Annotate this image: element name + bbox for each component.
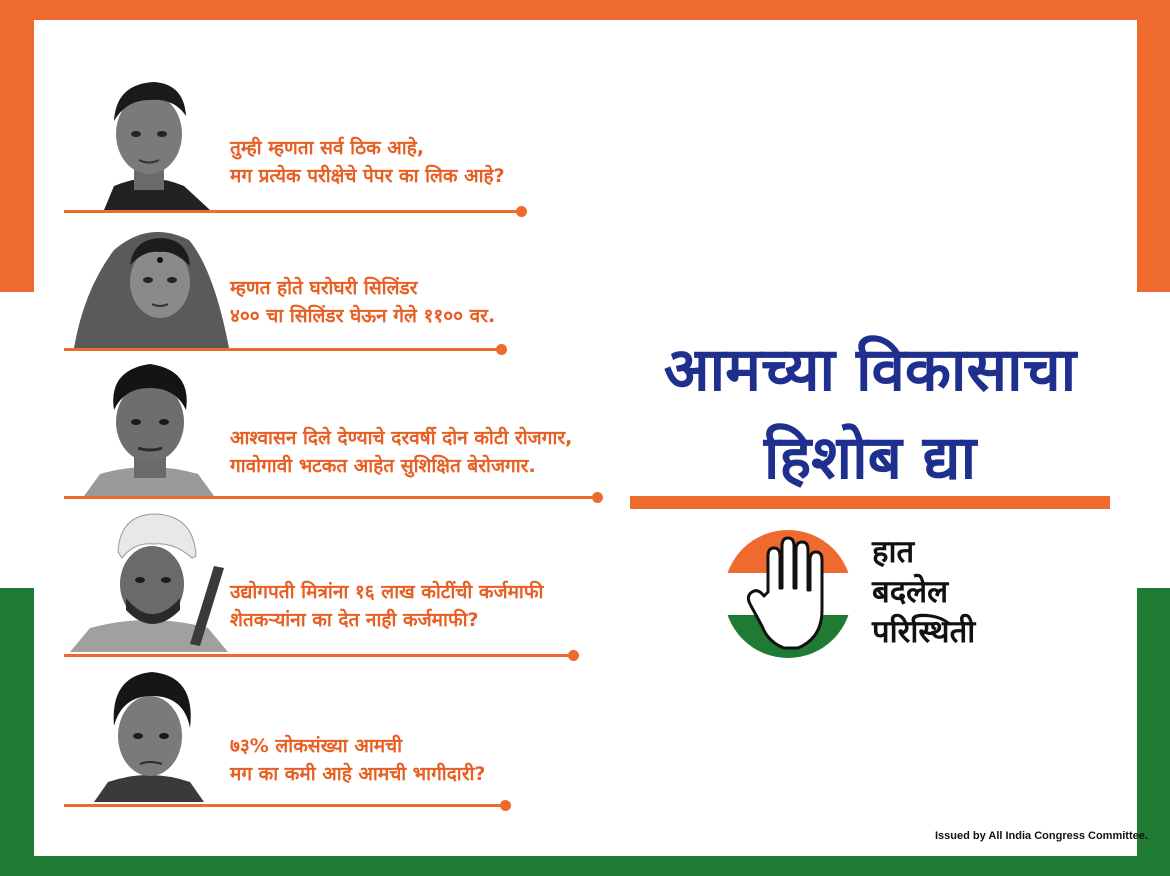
row-quote (230, 274, 495, 330)
headline-underline (630, 496, 1110, 509)
tagline-line-1: हात (872, 534, 915, 570)
tagline-line-2: बदलेल (872, 574, 949, 610)
quote-line-1: म्हणत होते घरोघरी सिलिंडर (230, 277, 418, 299)
list-item (64, 220, 514, 358)
quote-line-2: गावोगावी भटकत आहेत सुशिक्षित बेरोजगार. (230, 455, 536, 477)
list-item (64, 76, 534, 218)
quote-line-2: शेतकऱ्यांना का देत नाही कर्जमाफी? (230, 609, 479, 631)
issued-by-note: Issued by All India Congress Committee. (935, 830, 1148, 842)
row-quote (230, 424, 572, 480)
row-divider (64, 654, 572, 657)
list-item (64, 360, 604, 506)
row-divider (64, 496, 592, 499)
quote-line-1: तुम्ही म्हणता सर्व ठिक आहे, (230, 137, 425, 159)
divider-dot (500, 800, 511, 811)
frame-bottom-green (0, 856, 1170, 876)
row-divider (64, 348, 500, 351)
row-divider (64, 210, 520, 213)
portrait-young-man (64, 76, 234, 210)
list-item (64, 506, 584, 662)
quote-line-2: ४०० चा सिलिंडर घेऊन गेले ११०० वर. (230, 305, 496, 327)
tagline-line-3: परिस्थिती (872, 614, 976, 650)
row-quote (230, 134, 505, 190)
frame-top-saffron (0, 0, 1170, 20)
row-quote (230, 578, 543, 634)
quote-line-1: आश्वासन दिले देण्याचे दरवर्षी दोन कोटी रोजगार, (230, 427, 573, 449)
portrait-curly-hair-man (64, 360, 234, 496)
portrait-farmer-turban (64, 506, 234, 652)
headline-line-2: हिशोब द्या (763, 423, 977, 493)
quote-line-1: उद्योगपती मित्रांना १६ लाख कोटींची कर्जमाफी (230, 581, 544, 603)
congress-hand-logo (724, 530, 852, 658)
row-quote (230, 732, 485, 788)
quote-line-2: मग प्रत्येक परीक्षेचे पेपर का लिक आहे? (230, 165, 505, 187)
quote-line-1: ७३% लोकसंख्या आमची (230, 735, 403, 757)
list-item (64, 666, 514, 812)
row-divider (64, 804, 504, 807)
divider-dot (496, 344, 507, 355)
headline (600, 326, 1140, 502)
frame-left-green (0, 588, 34, 876)
divider-dot (568, 650, 579, 661)
portrait-older-woman (64, 666, 234, 802)
portrait-woman-saree (64, 220, 234, 348)
quote-line-2: मग का कमी आहे आमची भागीदारी? (230, 763, 486, 785)
headline-line-1: आमच्या विकासाचा (663, 335, 1077, 405)
frame-left-saffron (0, 0, 34, 292)
frame-right-saffron (1137, 0, 1170, 292)
divider-dot (516, 206, 527, 217)
tagline (872, 532, 975, 652)
